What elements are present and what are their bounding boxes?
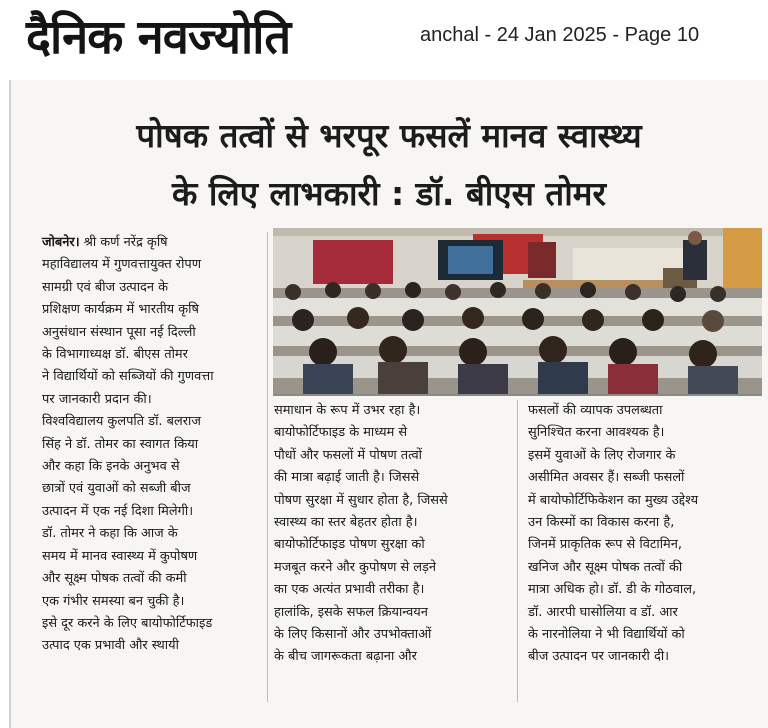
- newspaper-logo: दैनिक नवज्योति: [26, 10, 291, 65]
- article-line: महाविद्यालय में गुणवत्तायुक्त रोपण: [42, 257, 202, 273]
- article-line: मात्रा अधिक हो। डॉ. डी के गोठवाल,: [528, 582, 697, 598]
- article-line: अनुसंधान संस्थान पूसा नई दिल्ली: [42, 324, 196, 340]
- article-line: एक गंभीर समस्या बन चुकी है।: [42, 593, 185, 609]
- article-line: छात्रों एवं युवाओं को सब्जी बीज: [42, 481, 191, 497]
- article-line: जिनमें प्राकृतिक रूप से विटामिन,: [528, 537, 683, 553]
- article-line: ने विद्यार्थियों को सब्जियों की गुणवत्ता: [42, 369, 214, 385]
- article-line: विश्वविद्यालय कुलपति डॉ. बलराज: [42, 414, 201, 430]
- article-line: और सूक्ष्म पोषक तत्वों की कमी: [42, 571, 187, 587]
- article-line: हालांकि, इसके सफल क्रियान्वयन: [274, 604, 428, 620]
- headline-line-2: के लिए लाभकारी : डॉ. बीएस तोमर: [172, 174, 606, 213]
- article-line: डॉ. तोमर ने कहा कि आज के: [42, 526, 178, 542]
- article-line: फसलों की व्यापक उपलब्धता: [528, 403, 663, 418]
- article-line: की मात्रा बढ़ाई जाती है। जिससे: [274, 470, 420, 486]
- article-line: उन किस्मों का विकास करना है,: [528, 515, 675, 531]
- article-line: पर जानकारी प्रदान की।: [42, 391, 152, 407]
- article-line: खनिज और सूक्ष्म पोषक तत्वों की: [528, 559, 683, 575]
- masthead: [0, 0, 768, 80]
- article-line: के नारनोलिया ने भी विद्यार्थियों को: [528, 627, 685, 643]
- article-line: स्वास्थ्य का स्तर बेहतर होता है।: [274, 515, 418, 531]
- article-line: इसे दूर करने के लिए बायोफोर्टिफाइड: [42, 615, 213, 631]
- speaker-figure: [683, 240, 707, 280]
- article-line: प्रशिक्षण कार्यक्रम में भारतीय कृषि: [42, 302, 199, 318]
- article-line: में बायोफोर्टिफिकेशन का मुख्य उद्देश्य: [528, 492, 699, 508]
- article-line: उत्पाद एक प्रभावी और स्थायी: [42, 638, 179, 654]
- article-line: डॉ. आरपी घासोलिया व डॉ. आर: [528, 604, 678, 620]
- screen-image: [448, 246, 493, 274]
- article-line-text: श्री कर्ण नरेंद्र कृषि: [83, 235, 168, 250]
- cut-off-text-strip: [340, 82, 480, 90]
- article-line: पोषण सुरक्षा में सुधार होता है, जिससे: [274, 492, 448, 508]
- headline-line-1: पोषक तत्वों से भरपूर फसलें मानव स्वास्थ्य: [136, 116, 642, 155]
- door: [528, 242, 556, 278]
- article-line: [42, 232, 260, 254]
- seminar-hall-illustration: [273, 228, 762, 396]
- article-line: सिंह ने डॉ. तोमर का स्वागत किया: [42, 436, 199, 452]
- article-line: समय में मानव स्वास्थ्य में कुपोषण: [42, 548, 198, 564]
- column-divider: [517, 400, 518, 702]
- event-photo: [273, 228, 762, 396]
- article-column-middle: [274, 400, 506, 669]
- article-line: के बीच जागरूकता बढ़ाना और: [274, 649, 417, 665]
- edition-line: anchal - 24 Jan 2025 - Page 10: [420, 24, 700, 46]
- article-column-right: [528, 400, 762, 669]
- article-line: इसमें युवाओं के लिए रोजगार के: [528, 447, 676, 463]
- article-line: असीमित अवसर हैं। सब्जी फसलों: [528, 470, 685, 486]
- photo-bottom-edge: [273, 394, 762, 396]
- article-line: मजबूत करने और कुपोषण से लड़ने: [274, 559, 437, 575]
- article-column-left: [42, 232, 260, 658]
- speaker-head: [688, 231, 702, 245]
- column-divider: [267, 232, 268, 702]
- red-curtain-left: [313, 240, 393, 284]
- dateline: जोबनेर।: [42, 235, 80, 250]
- article-line: सामग्री एवं बीज उत्पादन के: [42, 279, 169, 295]
- article-line: बीज उत्पादन पर जानकारी दी।: [528, 649, 670, 665]
- article-line: के विभागाध्यक्ष डॉ. बीएस तोमर: [42, 347, 188, 363]
- article-line: का एक अत्यंत प्रभावी तरीका है।: [274, 582, 425, 598]
- article-line: समाधान के रूप में उभर रहा है।: [274, 403, 421, 418]
- article-line: बायोफोर्टिफाइड पोषण सुरक्षा को: [274, 537, 425, 553]
- article-line: सुनिश्चित करना आवश्यक है।: [528, 425, 665, 441]
- article-line: और कहा कि इनके अनुभव से: [42, 459, 180, 475]
- article-line: बायोफोर्टिफाइड के माध्यम से: [274, 425, 408, 441]
- article-line: उत्पादन में एक नई दिशा मिलेगी।: [42, 503, 194, 519]
- article-line: पौधों और फसलों में पोषण तत्वों: [274, 447, 423, 463]
- article-line: के लिए किसानों और उपभोक्ताओं: [274, 627, 432, 643]
